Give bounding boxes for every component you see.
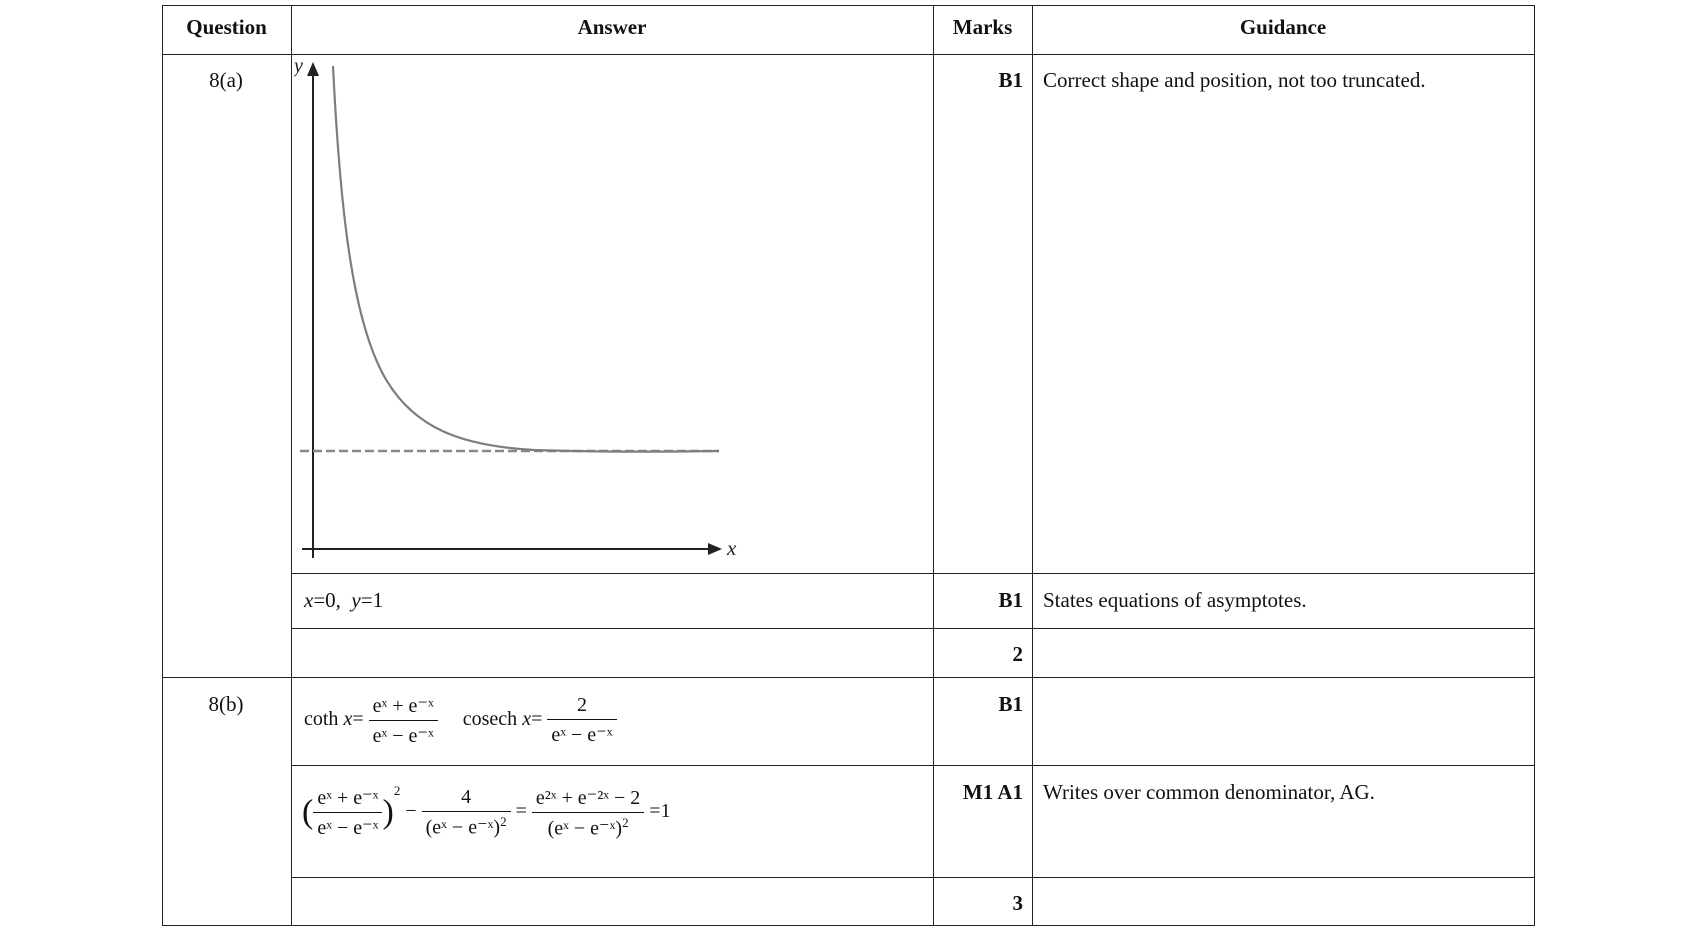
coth-var: x — [343, 708, 353, 731]
x-axis-label: x — [727, 536, 737, 560]
row-divider — [291, 877, 1535, 878]
guidance-8b-identity: Writes over common denominator, AG. — [1043, 780, 1375, 804]
table-top-border — [162, 5, 1535, 6]
term3-numerator: e²ˣ + e⁻²ˣ − 2 — [532, 785, 644, 813]
header-marks: Marks — [952, 15, 1013, 39]
answer-8b-definitions — [304, 693, 617, 748]
term1-numerator: eˣ + e⁻ˣ — [313, 785, 382, 813]
close-paren: ) — [382, 793, 394, 831]
coth-fraction — [369, 693, 438, 748]
answer-y-value: =1 — [360, 588, 384, 612]
cosech-fraction — [547, 694, 616, 747]
guidance-8a-shape: Correct shape and position, not too truncated. — [1043, 68, 1426, 92]
coth-equals: = — [352, 708, 364, 731]
term2-denominator-wrap — [422, 812, 511, 840]
term1-denominator: eˣ − e⁻ˣ — [317, 816, 379, 839]
answer-asymptotes — [304, 588, 383, 613]
y-axis-label: y — [294, 58, 303, 77]
mark-8a-asymptotes: B1 — [998, 588, 1023, 612]
coth-curve — [333, 66, 719, 452]
header-guidance: Guidance — [1239, 15, 1327, 39]
minus-sign: − — [405, 800, 417, 822]
header-question: Question — [186, 15, 267, 39]
term2-fraction — [422, 786, 511, 840]
coth-numerator: eˣ + e⁻ˣ — [369, 693, 438, 721]
cosech-denominator: eˣ − e⁻ˣ — [551, 724, 613, 746]
header-answer: Answer — [577, 15, 647, 39]
row-divider — [291, 628, 1535, 629]
question-number-8a: 8(a) — [209, 68, 243, 92]
header-bottom-border — [162, 54, 1535, 55]
mark-8a-shape: B1 — [998, 68, 1023, 92]
cosech-label: cosech — [462, 708, 518, 731]
term1-power: 2 — [393, 783, 401, 798]
answer-y-var: y — [351, 588, 361, 612]
section-divider — [162, 677, 1535, 678]
coth-label: coth — [304, 708, 339, 731]
row-divider — [291, 573, 1535, 574]
question-number-8b: 8(b) — [208, 692, 244, 716]
term2-denominator: (eˣ − e⁻ˣ) — [425, 816, 501, 839]
answer-x-var: x — [304, 588, 314, 612]
column-divider — [291, 5, 292, 926]
term2-numerator: 4 — [422, 786, 511, 812]
x-axis-arrow — [708, 543, 722, 555]
y-axis-arrow — [307, 62, 319, 76]
mark-8b-definitions: B1 — [998, 692, 1023, 716]
result: =1 — [649, 800, 671, 822]
term1-fraction — [313, 785, 382, 840]
term3-denominator-wrap — [532, 813, 644, 841]
asymptote-graph — [294, 58, 764, 570]
table-left-border — [162, 5, 163, 926]
cosech-equals: = — [531, 708, 543, 731]
answer-8b-identity — [302, 783, 671, 840]
table-right-border — [1534, 5, 1535, 926]
term3-power: 2 — [622, 814, 629, 830]
coth-denominator: eˣ − e⁻ˣ — [372, 725, 434, 747]
equals-sign: = — [515, 800, 527, 822]
answer-x-value: =0, — [313, 588, 341, 612]
total-8a: 2 — [1012, 642, 1023, 666]
open-paren: ( — [302, 793, 314, 831]
mark-8b-identity: M1 A1 — [962, 780, 1023, 804]
cosech-var: x — [522, 708, 532, 731]
row-divider — [291, 765, 1535, 766]
term3-fraction — [532, 785, 644, 841]
guidance-8a-asymptotes: States equations of asymptotes. — [1043, 588, 1307, 612]
column-divider — [1032, 5, 1033, 926]
term2-power: 2 — [500, 813, 507, 829]
cosech-numerator: 2 — [547, 694, 616, 720]
term3-denominator: (eˣ − e⁻ˣ) — [547, 817, 623, 840]
total-8b: 3 — [1012, 891, 1023, 915]
